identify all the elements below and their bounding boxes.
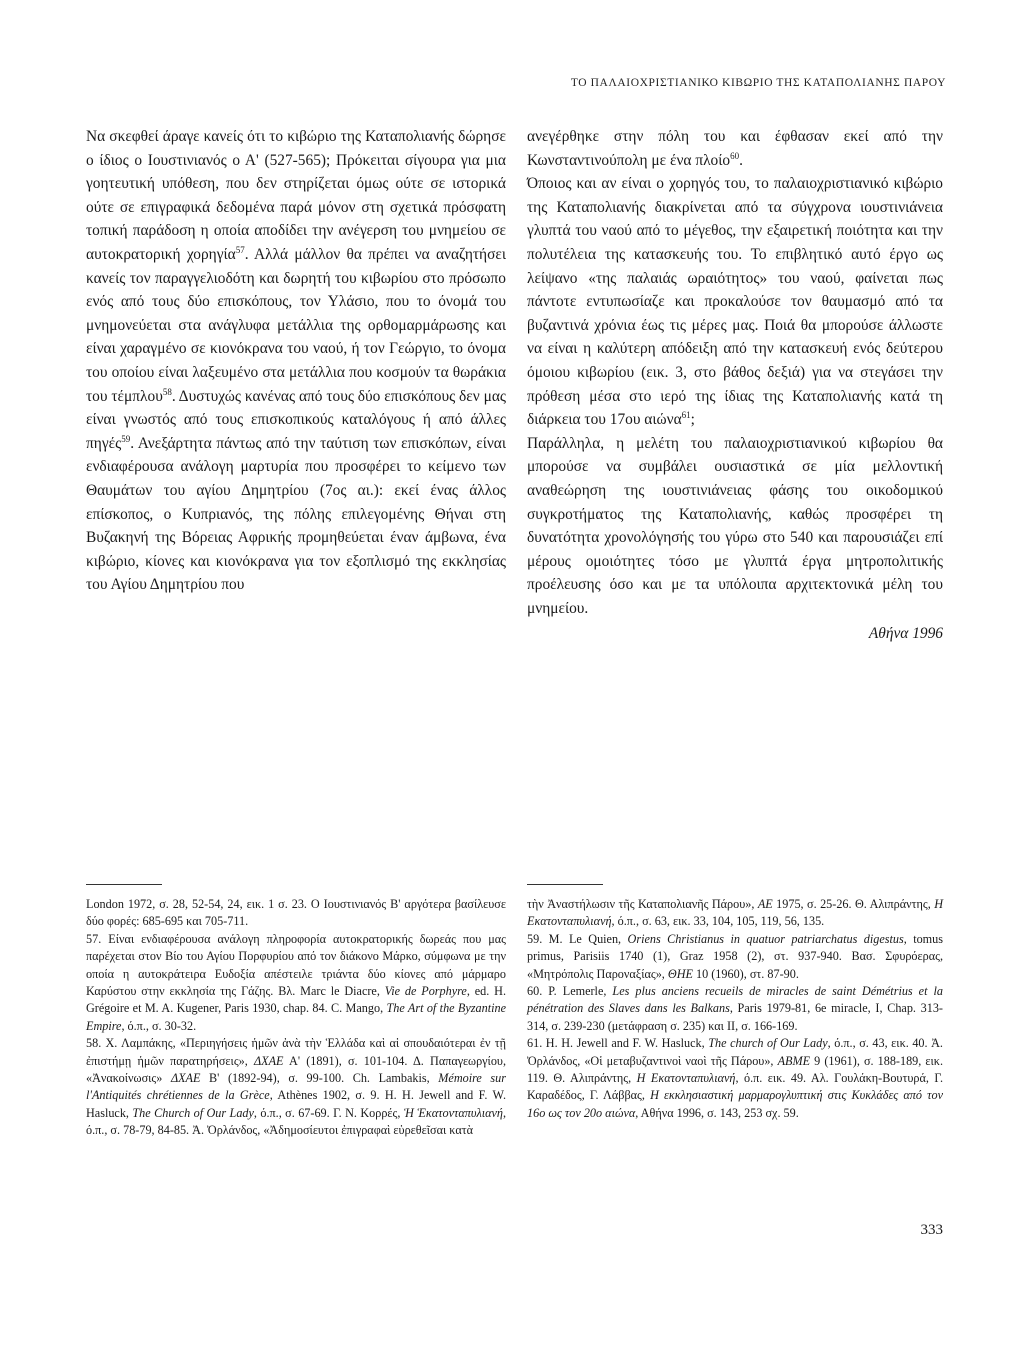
footnote-ref: 58 xyxy=(162,386,172,397)
footnote: 60. P. Lemerle, Les plus anciens recueils de miracles de saint Démétrius et la pénétration des Slaves dans les Balkans, Paris 1979-81, 6e miracle, I, Chap. 313-314, σ. 239-230 (μετάφραση σ. 235) και II, σ. 166-169. xyxy=(527,984,943,1033)
main-text-left-column xyxy=(86,125,506,597)
footnotes-left-column xyxy=(86,896,506,1140)
footnote: 58. Χ. Λαμπάκης, «Περιηγήσεις ἡμῶν ἀνὰ τὴν Ἑλλάδα καὶ αἱ σπουδαιότεραι ἐν τῇ ἐπιστήμῃ ἡμῶν παρατηρήσεις», ΔΧΑΕ Α' (1891), σ. 101-104. Δ. Παπαγεωργίου, «Ἀνακοίνωσις» ΔΧΑΕ Β' (1892-94), σ. 99-100. Ch. Lambakis, Mémoire sur l'Antiquités chrétiennes de la Grèce, Athènes 1902, σ. 9. H. H. Jewell and F. W. Hasluck, The Church of Our Lady, ό.π., σ. 67-69. Γ. Ν. Κορρές, Ἡ Ἑκατονταπυλιανή, ό.π., σ. 78-79, 84-85. Ἀ. Ὀρλάνδος, «Ἀδημοσίευτοι ἐπιγραφαὶ εὑρεθεῖσαι κατὰ xyxy=(86,1036,507,1138)
footnote: 61. H. H. Jewell and F. W. Hasluck, The church of Our Lady, ό.π., σ. 43, εικ. 40. Ἀ. Ὀρλάνδος, «Οἱ μεταβυζαντινοὶ ναοὶ τῆς Πάρου», ΑΒΜΕ 9 (1961), σ. 188-189, εικ. 119. Θ. Αλιπράντης, Η Εκατονταπυλιανή, ό.π. εικ. 49. Αλ. Γουλάκη-Βουτυρά, Γ. Καραδέδος, Γ. Λάββας, Η εκκλησιαστική μαρμαρογλυπτική στις Κυκλάδες από τον 16ο ως τον 20ο αιώνα, Αθήνα 1996, σ. 143, 253 σχ. 59. xyxy=(527,1036,944,1120)
footnote: 59. M. Le Quien, Oriens Christianus in quatuor patriarchatus digestus, tomus primus, Parisiis 1740 (1), Graz 1958 (2), στ. 937-940. Βασ. Σφυρόερας, «Μητρόπολις Παροναξίας», ΘΗΕ 10 (1960), στ. 87-90. xyxy=(527,931,943,981)
footnote-separator xyxy=(86,884,162,885)
footnote-ref: 59 xyxy=(121,433,131,444)
running-head: ΤΟ ΠΑΛΑΙΟΧΡΙΣΤΙΑΝΙΚΟ ΚΙΒΩΡΙΟ ΤΗΣ ΚΑΤΑΠΟΛΙΑΝΗΣ ΠΑΡΟΥ xyxy=(570,77,946,89)
page-number: 333 xyxy=(920,1222,943,1238)
signature: Αθήνα 1996 xyxy=(868,625,943,643)
paragraph: Όποιος και αν είναι ο χορηγός του, το παλαιοχριστιανικό κιβώριο της Καταπολιανής διακρίνεται από τα σύγχρονα ιουστινιάνεια γλυπτά του ναού από το μέγεθος, την εξαιρετική ποιότητα και την πολυτέλεια της κατασκευής του. Το επιβλητικό αυτό έργο ως λείψανο «της παλαιάς ωραιότητος» του ναού, φαίνεται πως πάντοτε εντυπωσίαζε και προκαλούσε τον θαυμασμό από τα βυζαντινά χρόνια έως τις μέρες μας. Ποιά θα μπορούσε άλλωστε να είναι η καλύτερη απόδειξη από την κατασκευή ενός δεύτερου όμοιου κιβωρίου (εικ. 3, στο βάθος δεξιά) για να στεγάσει την πρόθεση μέσα στο ιερό της ίδιας της Καταπολιανής κατά τη διάρκεια του 17ου αιώνα$^{61}$; xyxy=(527,175,943,429)
footnote-ref: 61 xyxy=(681,410,691,420)
footnote: 57. Είναι ενδιαφέρουσα ανάλογη πληροφορία αυτοκρατορικής δωρεάς που μας παρέχεται στον Βίο του Αγίου Πορφυρίου από τον διάκονο Μάρκο, σύμφωνα με την οποία η αυτοκράτειρα Ευδοξία απέστειλε τριάντα δύο κίονες από μάρμαρο Καρύστου στην εκκλησία της Γάζης. Βλ. Marc le Diacre, Vie de Porphyre, ed. H. Grégoire et M. A. Kugener, Paris 1930, chap. 84. C. Mango, The Art of the Byzantine Empire, ό.π., σ. 30-32. xyxy=(86,931,506,1033)
footnote: London 1972, σ. 28, 52-54, 24, εικ. 1 σ. 23. Ο Ιουστινιανός Β' αργότερα βασίλευσε δύο φορές: 685-695 και 705-711. xyxy=(86,897,506,929)
footnote-separator xyxy=(527,884,603,885)
paragraph: Παράλληλα, η μελέτη του παλαιοχριστιανικού κιβωρίου θα μπορούσε να συμβάλει ουσιαστικά σε μία μελλοντική αναθεώρηση της ιουστινιάνειας φάσης του οικοδομικού συγκροτήματος της Καταπολιανής, καθώς προσφέρει τη δυνατότητα χρονολόγησής του γύρω στο 540 και παρουσιάζει επί μέρους ομοιότητες τόσο με γλυπτά έργα μητροπολιτικής προέλευσης όσο και με τα υπόλοιπα αρχιτεκτονικά μέλη του μνημείου. xyxy=(527,434,943,617)
footnote-ref: 57 xyxy=(235,244,245,255)
footnotes-right-column xyxy=(527,896,943,1122)
footnote-ref: 60 xyxy=(730,150,740,161)
footnote: τὴν Ἀναστήλωσιν τῆς Καταπολιανῆς Πάρου», ΑΕ 1975, σ. 25-26. Θ. Αλιπράντης, Η Εκατονταπυλιανή, ό.π., σ. 63, εικ. 33, 104, 105, 119, 56, 135. xyxy=(527,897,943,929)
paragraph: Να σκεφθεί άραγε κανείς ότι το κιβώριο της Καταπολιανής δώρησε ο ίδιος ο Ιουστινιανός ο Α' (527-565); Πρόκειται σίγουρα για μια γοητευτική υπόθεση, που δεν στηρίζεται όμως ούτε σε ιστορικά ούτε σε επιγραφικά δεδομένα παρά μόνον στη σχετικά πρόσφατη τοπική παράδοση η οποία αποδίδει την ανέγερση του μνημείου σε αυτοκρατορική χορηγία$^{57}$. Αλλά μάλλον θα πρέπει να αναζητήσει κανείς τον παραγγελιοδότη και δωρητή του κιβωρίου στο πρόσωπο ενός από τους δύο επισκόπους, τον Υλάσιο, που το όνομά του μνημονεύεται στα ανάγλυφα μετάλλια της ορθομαρμάρωσης και είναι χαραγμένο σε κιονόκρανα του ναού, ή τον Γεώργιο, το όνομα του οποίου είναι λαξευμένο στα μετάλλια που κοσμούν τα θωράκια του τέμπλου$^{58}$. Δυστυχώς κανένας από τους δύο επισκόπους δεν μας είναι γνωστός από τους επισκοπικούς καταλόγους ή από άλλες πηγές$^{59}$. Ανεξάρτητα πάντως από την ταύτιση των επισκόπων, είναι ενδιαφέρουσα ανάλογη μαρτυρία που προσφέρει το κείμενο των Θαυμάτων του αγίου Δημητρίου (7ος αι.): εκεί ένας άλλος επίσκοπος, ο Κυπριανός, της πόλης επιλεγομένης Θήναι στη Βυζακηνή της Βόρειας Αφρικής προμηθεύεται έναν άμβωνα, ένα κιβώριο, κίονες και κιονόκρανα για τον εξοπλισμό της εκκλησίας του Αγίου Δημητρίου που xyxy=(86,128,506,594)
paragraph: ανεγέρθηκε στην πόλη του και έφθασαν εκεί από την Κωνσταντινούπολη με ένα πλοίο$^{60}$. xyxy=(527,128,943,169)
main-text-right-column xyxy=(527,125,943,646)
